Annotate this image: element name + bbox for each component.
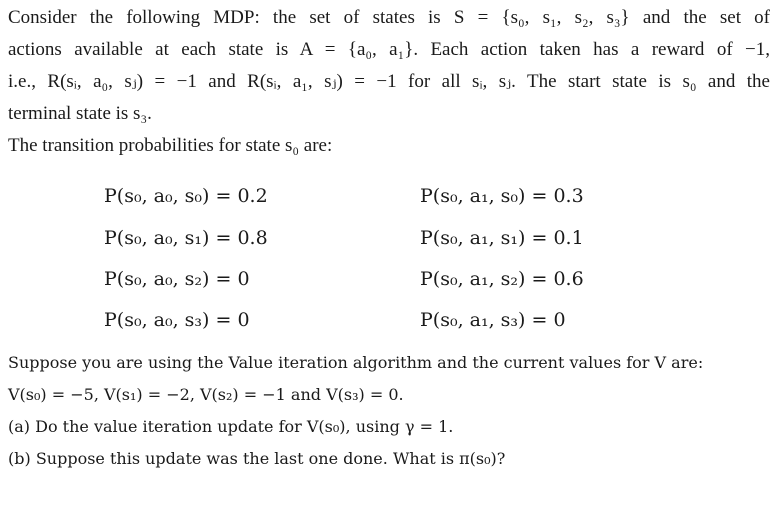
value-line: V(s₀) = −5, V(s₁) = −2, V(s₂) = −1 and V(s₃) = 0.	[8, 385, 404, 404]
question-a: (a) Do the value iteration update for V(s₀), using γ = 1.	[8, 417, 454, 436]
transition-entry: P(s₀, a₀, s₁) = 0.8	[104, 227, 268, 249]
transition-entry: P(s₀, a₁, s₃) = 0	[420, 309, 566, 331]
intro-line: actions available at each state is A = {a₀, a₁}. Each action taken has a reward of −1,	[8, 39, 770, 60]
intro-line: i.e., R(sᵢ, a₀, sⱼ) = −1 and R(sᵢ, a₁, sⱼ) = −1 for all sᵢ, sⱼ. The start state is s₀ and the	[8, 71, 770, 92]
transitions-heading: The transition probabilities for state s₀ are:	[8, 135, 333, 156]
problem-document	[8, 0, 770, 162]
transition-entry: P(s₀, a₁, s₂) = 0.6	[420, 268, 584, 290]
question-b: (b) Suppose this update was the last one done. What is π(s₀)?	[8, 449, 506, 468]
transition-entry: P(s₀, a₀, s₂) = 0	[104, 268, 250, 290]
intro-line: terminal state is s₃.	[8, 103, 152, 124]
questions-section	[8, 353, 770, 481]
transition-entry: P(s₀, a₀, s₀) = 0.2	[104, 185, 268, 207]
intro-line: Consider the following MDP: the set of states is S = {s₀, s₁, s₂, s₃} and the set of	[8, 7, 770, 28]
transition-entry: P(s₀, a₁, s₁) = 0.1	[420, 227, 584, 249]
value-line: Suppose you are using the Value iteration algorithm and the current values for V are:	[8, 353, 704, 372]
transition-probabilities-table	[0, 178, 762, 348]
problem-intro	[8, 2, 770, 130]
transition-entry: P(s₀, a₁, s₀) = 0.3	[420, 185, 584, 207]
transition-entry: P(s₀, a₀, s₃) = 0	[104, 309, 250, 331]
